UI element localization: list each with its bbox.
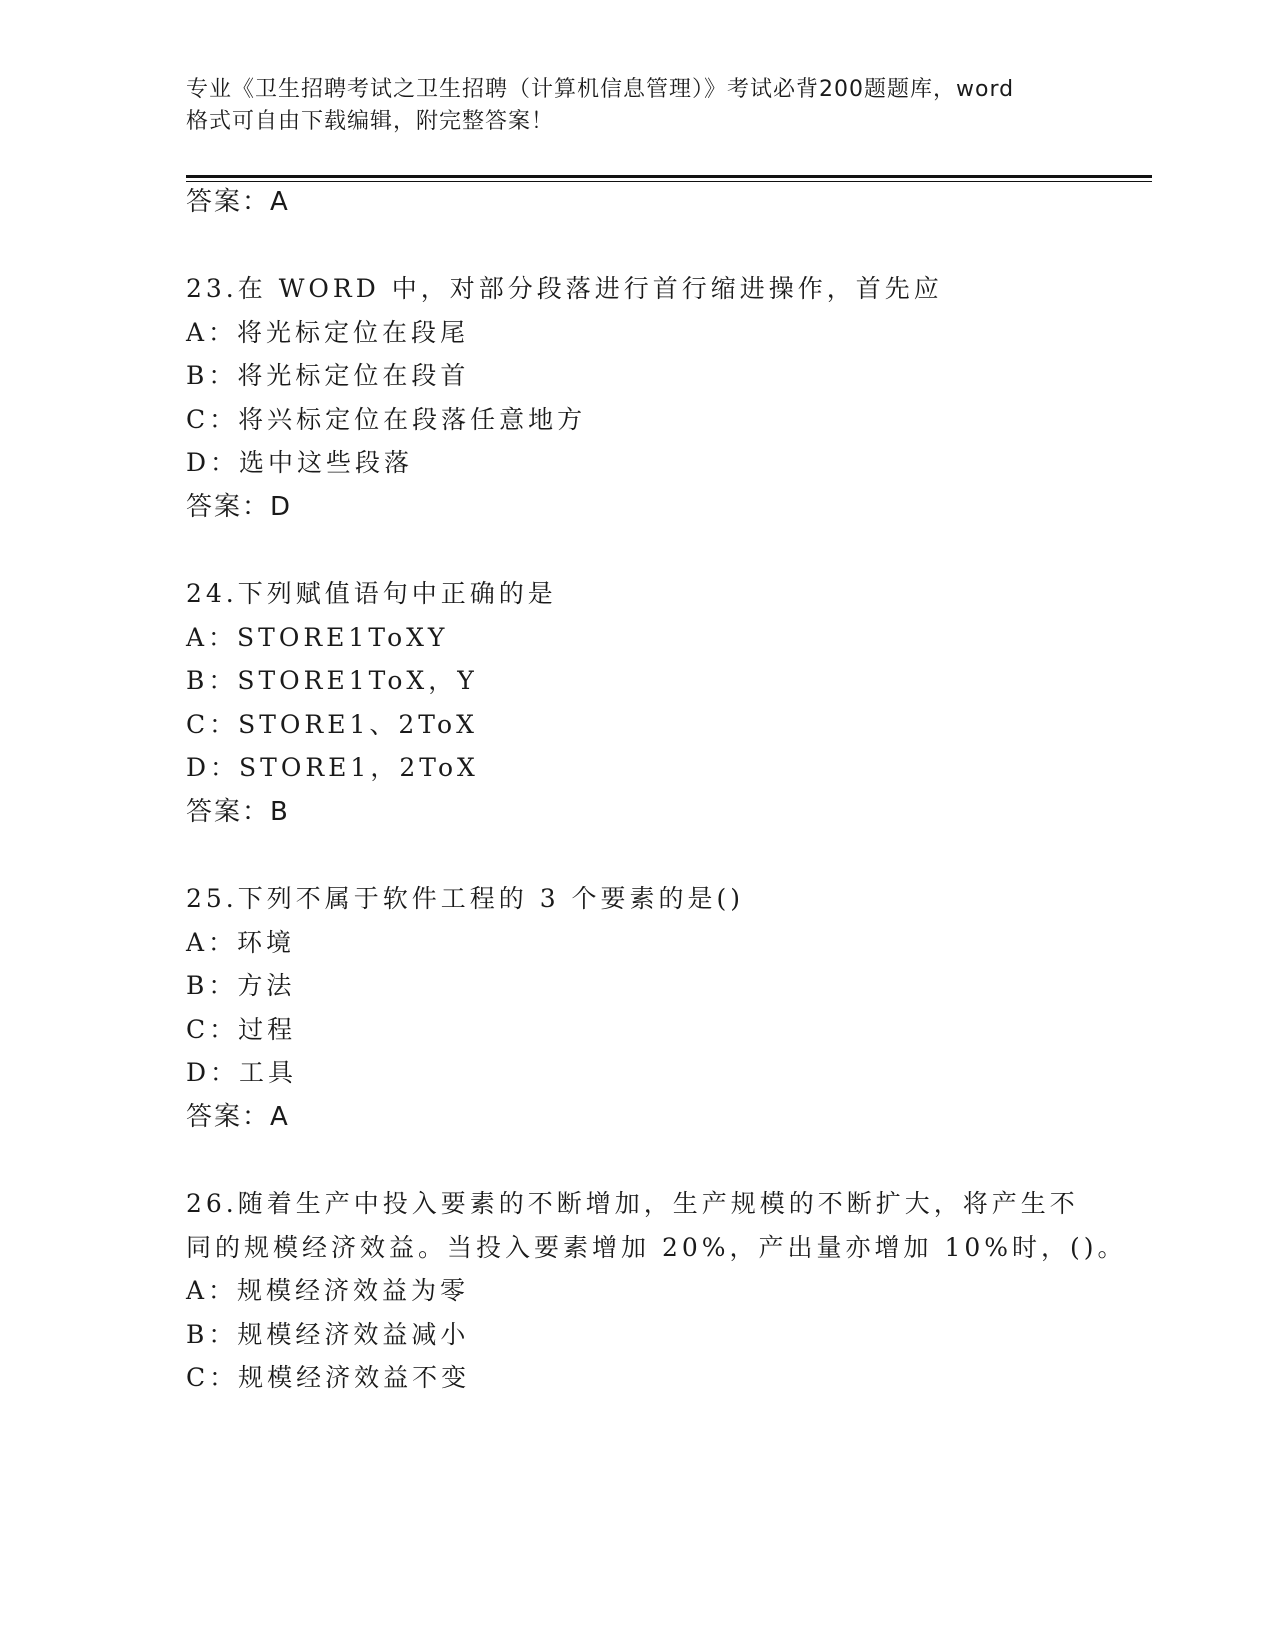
- option-c: C：将兴标定位在段落任意地方: [186, 405, 587, 434]
- question-25: 25.下列不属于软件工程的 3 个要素的是(): [186, 884, 745, 913]
- question-26-line-2: 同的规模经济效益。当投入要素增加 20%，产出量亦增加 10%时，()。: [186, 1233, 1127, 1262]
- header-line-2: 格式可自由下载编辑，附完整答案！: [186, 109, 555, 134]
- option-b: B：方法: [186, 971, 296, 1000]
- document-header: [186, 74, 1086, 138]
- option-a: A：规模经济效益为零: [186, 1276, 470, 1305]
- question-24: 24.下列赋值语句中正确的是: [186, 579, 557, 608]
- option-d: D：工具: [186, 1058, 298, 1087]
- question-26-line-1: 26.随着生产中投入要素的不断增加，生产规模的不断扩大，将产生不: [186, 1189, 1079, 1218]
- answer-label: 答案：A: [186, 1102, 290, 1132]
- option-c: C：过程: [186, 1015, 297, 1044]
- option-b: B：规模经济效益减小: [186, 1320, 470, 1349]
- question-23: 23.在 WORD 中，对部分段落进行首行缩进操作，首先应: [186, 274, 943, 303]
- option-a: A：STORE1ToXY: [186, 623, 449, 652]
- answer-label: 答案：A: [186, 187, 290, 217]
- option-a: A：环境: [186, 928, 296, 957]
- header-divider-thin: [186, 181, 1152, 182]
- option-d: D：选中这些段落: [186, 448, 414, 477]
- header-divider-thick: [186, 175, 1152, 178]
- option-c: C：规模经济效益不变: [186, 1363, 471, 1392]
- header-line-1: 专业《卫生招聘考试之卫生招聘（计算机信息管理）》考试必背200题题库，word: [186, 77, 1015, 102]
- option-a: A：将光标定位在段尾: [186, 318, 470, 347]
- option-b: B：STORE1ToX，Y: [186, 666, 478, 695]
- option-d: D：STORE1，2ToX: [186, 753, 479, 782]
- answer-label: 答案：B: [186, 797, 290, 827]
- option-c: C：STORE1、2ToX: [186, 710, 478, 739]
- answer-label: 答案：D: [186, 492, 293, 522]
- option-b: B：将光标定位在段首: [186, 361, 470, 390]
